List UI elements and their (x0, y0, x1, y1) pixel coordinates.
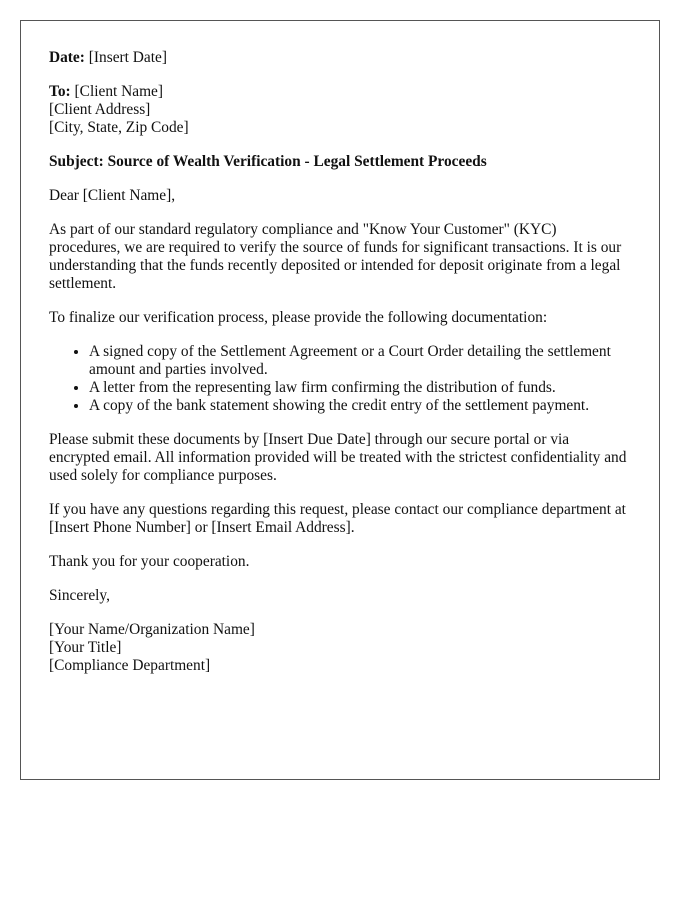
signature-block (49, 621, 631, 675)
body-paragraph-1: As part of our standard regulatory compliance and "Know Your Customer" (KYC) procedures, we are required to verify the source of funds for significant transactions. It is our understanding that the funds recently deposited or intended for deposit originate from a legal settlement. (49, 221, 622, 292)
document-list (49, 343, 631, 415)
signature-name: [Your Name/Organization Name] (49, 621, 255, 638)
salutation: Dear [Client Name], (49, 187, 176, 204)
list-item: • A letter from the representing law firm confirming the distribution of funds. (89, 379, 631, 397)
recipient-block (49, 83, 631, 137)
body-paragraph-4: If you have any questions regarding this request, please contact our compliance department at [Insert Phone Number] or [Insert Email Address]. (49, 501, 626, 536)
signature-title: [Your Title] (49, 639, 122, 656)
signature-department: [Compliance Department] (49, 657, 211, 674)
date-label: Date: (49, 49, 85, 66)
body-paragraph-3: Please submit these documents by [Insert Due Date] through our secure portal or via encrypted email. All information provided will be treated with the strictest confidentiality and used solely for compliance purposes. (49, 431, 627, 484)
to-line (49, 83, 631, 101)
client-city: [City, State, Zip Code] (49, 119, 189, 136)
list-item: • A copy of the bank statement showing the credit entry of the settlement payment. (89, 397, 631, 415)
body-paragraph-2: To finalize our verification process, please provide the following documentation: (49, 309, 548, 326)
to-label: To: (49, 83, 71, 100)
subject-line: Subject: Source of Wealth Verification - Legal Settlement Proceeds (49, 153, 487, 170)
client-name: [Client Name] (74, 83, 164, 100)
letter-document (20, 20, 660, 780)
closing-line: Sincerely, (49, 587, 110, 604)
client-address: [Client Address] (49, 101, 151, 118)
date-line (49, 49, 631, 67)
list-item: • A signed copy of the Settlement Agreement or a Court Order detailing the settlement amount and parties involved. (89, 343, 631, 379)
date-value: [Insert Date] (88, 49, 167, 66)
thanks-line: Thank you for your cooperation. (49, 553, 250, 570)
